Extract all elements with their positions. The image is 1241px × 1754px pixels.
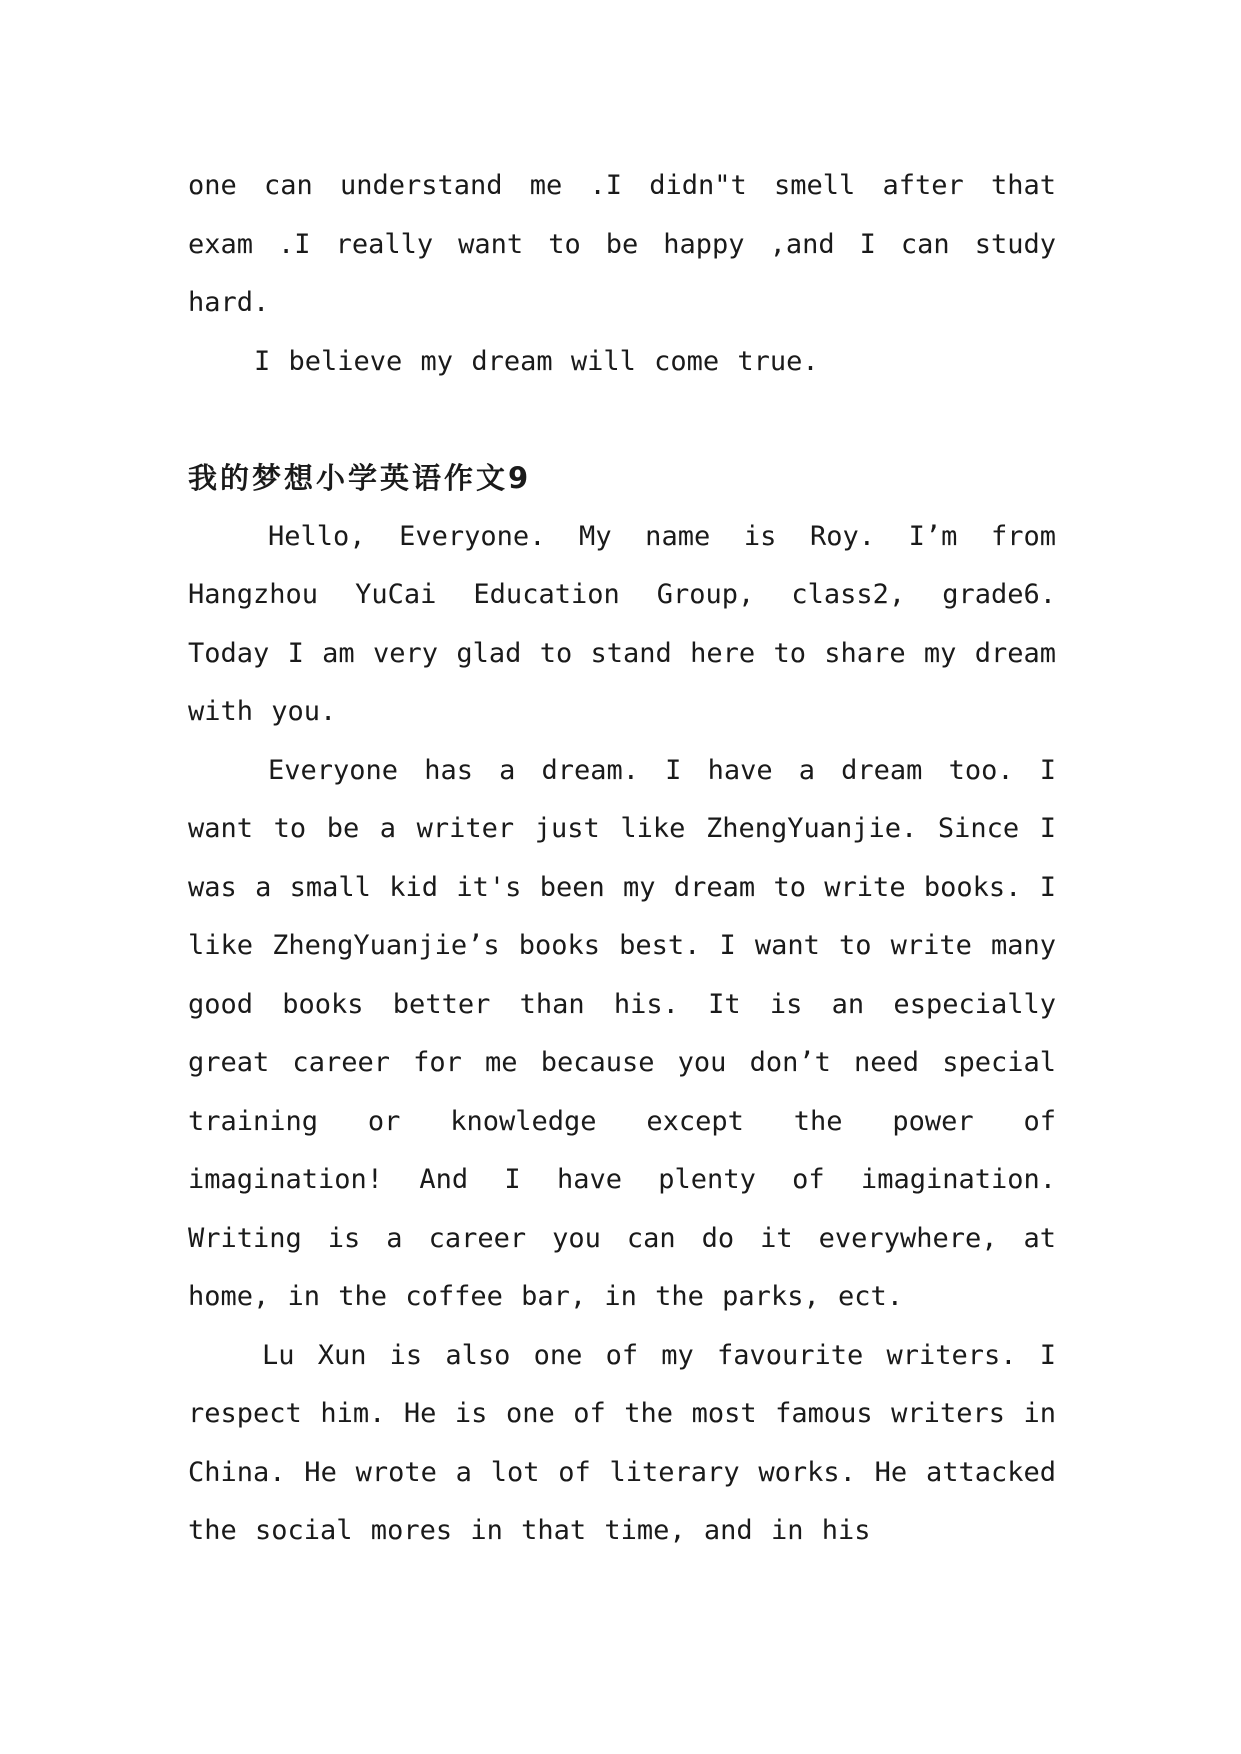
closing-line: I believe my dream will come true.: [254, 345, 819, 377]
paragraph-lu-xun: Lu Xun is also one of my favourite writers. I respect him. He is one of the most famous writers in China. He wrote a lot of literary works. He attacked the social mores in that time, and in his: [188, 1339, 1056, 1546]
section-title: 我的梦想小学英语作文9: [188, 461, 532, 495]
continued-paragraph: one can understand me .I didn"t smell after that exam .I really want to be happy ,and I can study hard.: [188, 170, 1056, 318]
document-body: [188, 157, 1056, 1561]
paragraph-intro: Hello, Everyone. My name is Roy. I’m from Hangzhou YuCai Education Group, class2, grade6. Today I am very glad to stand here to share my dream with you.: [188, 520, 1056, 727]
paragraph-dream: Everyone has a dream. I have a dream too. I want to be a writer just like ZhengYuanjie. Since I was a small kid it's been my dream to write books. I like ZhengYuanjie’s books best. I want to write many good books better than his. It is an especially great career for me because you don’t need special training or knowledge except the power of imagination! And I have plenty of imagination. Writing is a career you can do it everywhere, at home, in the coffee bar, in the parks, ect.: [188, 754, 1056, 1312]
